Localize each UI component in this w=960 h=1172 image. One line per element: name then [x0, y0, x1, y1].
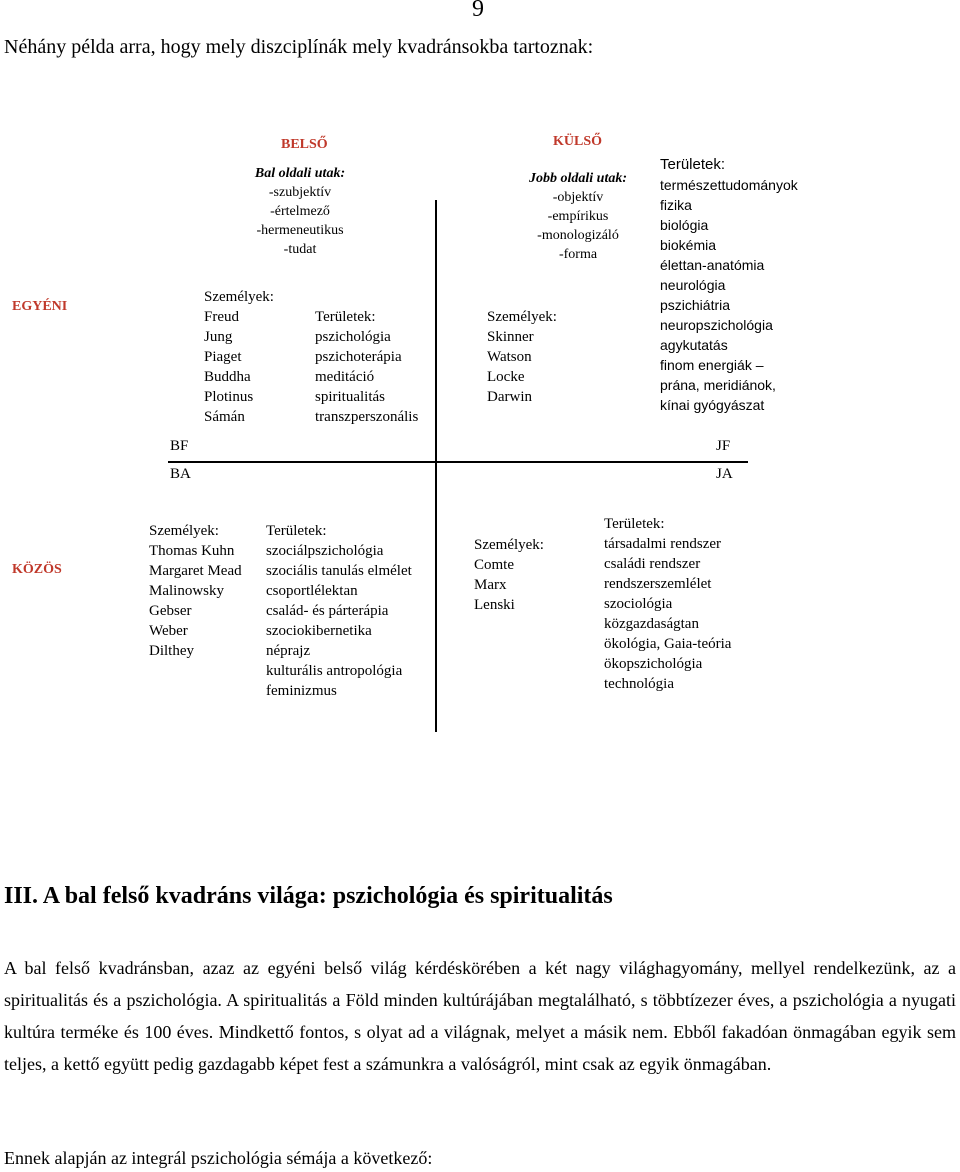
vertical-axis [435, 200, 437, 732]
person: Jung [204, 329, 233, 345]
lower-right-people [474, 535, 544, 615]
right-paths-item: -objektív [552, 190, 604, 205]
person: Comte [474, 557, 514, 573]
area: kínai gyógyászat [660, 397, 765, 413]
left-paths-item: -szubjektív [268, 185, 332, 200]
area: rendszerszemlélet [604, 576, 712, 592]
area: közgazdaságtan [604, 616, 699, 632]
area: szociálpszichológia [266, 543, 384, 559]
right-paths-item: -monologizáló [537, 228, 619, 243]
quadrant-label-jf: JF [716, 438, 731, 454]
person: Freud [204, 309, 239, 325]
closing-line: Ennek alapján az integrál pszichológia sémája a következő: [4, 1148, 433, 1168]
horizontal-axis [168, 461, 748, 463]
area: neuropszichológia [660, 317, 773, 333]
intro-line: Néhány példa arra, hogy mely diszciplínák mely kvadránsokba tartoznak: [4, 36, 594, 58]
right-paths-title: Jobb oldali utak: [528, 171, 627, 186]
area: család- és párterápia [266, 603, 389, 619]
left-paths-item: -értelmező [270, 204, 330, 219]
area: technológia [604, 676, 674, 692]
person: Watson [487, 349, 532, 365]
area: ökológia, Gaia-teória [604, 636, 732, 652]
right-paths-item: -empírikus [547, 209, 609, 224]
lower-left-people [149, 521, 242, 661]
person: Skinner [487, 329, 534, 345]
header-kulso: KÜLSŐ [553, 134, 603, 149]
areas-heading: Területek: [315, 309, 376, 325]
section-title: III. A bal felső kvadráns világa: pszichológia és spiritualitás [4, 883, 613, 909]
left-paths-item: -hermeneutikus [256, 223, 344, 238]
area: szociológia [604, 596, 673, 612]
area: élettan-anatómia [660, 257, 765, 273]
areas-heading: Területek: [604, 516, 665, 532]
header-kozos: KÖZÖS [12, 562, 62, 577]
upper-left-areas [315, 307, 418, 427]
area: meditáció [315, 369, 375, 385]
area: transzperszonális [315, 409, 419, 425]
person: Piaget [204, 349, 242, 365]
upper-left-people [204, 287, 274, 427]
person: Malinowsky [149, 583, 224, 599]
upper-right-areas [660, 155, 798, 415]
people-heading: Személyek: [487, 309, 557, 325]
area: szociális tanulás elmélet [266, 563, 412, 579]
lower-right-areas [604, 514, 731, 694]
people-heading: Személyek: [474, 537, 544, 553]
area: spiritualitás [315, 389, 385, 405]
right-paths-item: -forma [558, 247, 598, 262]
area: agykutatás [660, 337, 728, 353]
person: Gebser [149, 603, 192, 619]
area: pszichológia [315, 329, 391, 345]
area: biológia [660, 217, 709, 233]
area: kulturális antropológia [266, 663, 403, 679]
area: fizika [660, 197, 692, 213]
area: csoportlélektan [266, 583, 358, 599]
areas-heading: Területek: [660, 156, 726, 173]
areas-heading: Területek: [266, 523, 327, 539]
left-paths-title: Bal oldali utak: [254, 166, 346, 181]
area: természettudományok [660, 177, 798, 193]
left-paths-item: -tudat [283, 242, 317, 257]
quadrant-label-bf: BF [170, 438, 189, 454]
page-number: 9 [472, 0, 484, 22]
person: Lenski [474, 597, 515, 613]
person: Locke [487, 369, 525, 385]
area: prána, meridiánok, [660, 377, 776, 393]
area: társadalmi rendszer [604, 536, 722, 552]
body-paragraph: A bal felső kvadránsban, azaz az egyéni belső világ kérdéskörében a két nagy világhagyomány, mellyel rendelkezünk, az a spiritualitás és a pszichológia. A spiritualitás a Föld minden kultúrájában megtalálható, s többtízezer éves, a pszichológia a nyugati kultúra terméke és 100 éves. Mindkettő fontos, s olyat ad a világnak, melyet a másik nem. Ebből fakadóan önmagában egyik sem teljes, a kettő együtt pedig gazdagabb képet fest a számunkra a valóságról, mint csak az egyik önmagában. [4, 958, 956, 1074]
area: finom energiák – [660, 357, 764, 373]
area: biokémia [660, 237, 717, 253]
lower-left-areas [266, 521, 412, 701]
left-paths [230, 164, 370, 259]
person: Sámán [204, 409, 245, 425]
person: Darwin [487, 389, 532, 405]
person: Marx [474, 577, 507, 593]
area: pszichoterápia [315, 349, 402, 365]
area: családi rendszer [604, 556, 701, 572]
person: Dilthey [149, 643, 194, 659]
area: ökopszichológia [604, 656, 703, 672]
person: Margaret Mead [149, 563, 242, 579]
quadrant-label-ja: JA [716, 466, 733, 482]
area: néprajz [266, 643, 311, 659]
people-heading: Személyek: [204, 289, 274, 305]
person: Plotinus [204, 389, 254, 405]
person: Weber [149, 623, 188, 639]
header-belso: BELSŐ [281, 137, 328, 152]
upper-right-people [487, 307, 557, 407]
people-heading: Személyek: [149, 523, 219, 539]
quadrant-label-ba: BA [170, 466, 191, 482]
area: feminizmus [266, 683, 337, 699]
area: szociokibernetika [266, 623, 372, 639]
right-paths [510, 169, 646, 264]
area: pszichiátria [660, 297, 731, 313]
area: neurológia [660, 277, 726, 293]
person: Thomas Kuhn [149, 543, 235, 559]
person: Buddha [204, 369, 251, 385]
header-egyeni: EGYÉNI [12, 299, 68, 314]
